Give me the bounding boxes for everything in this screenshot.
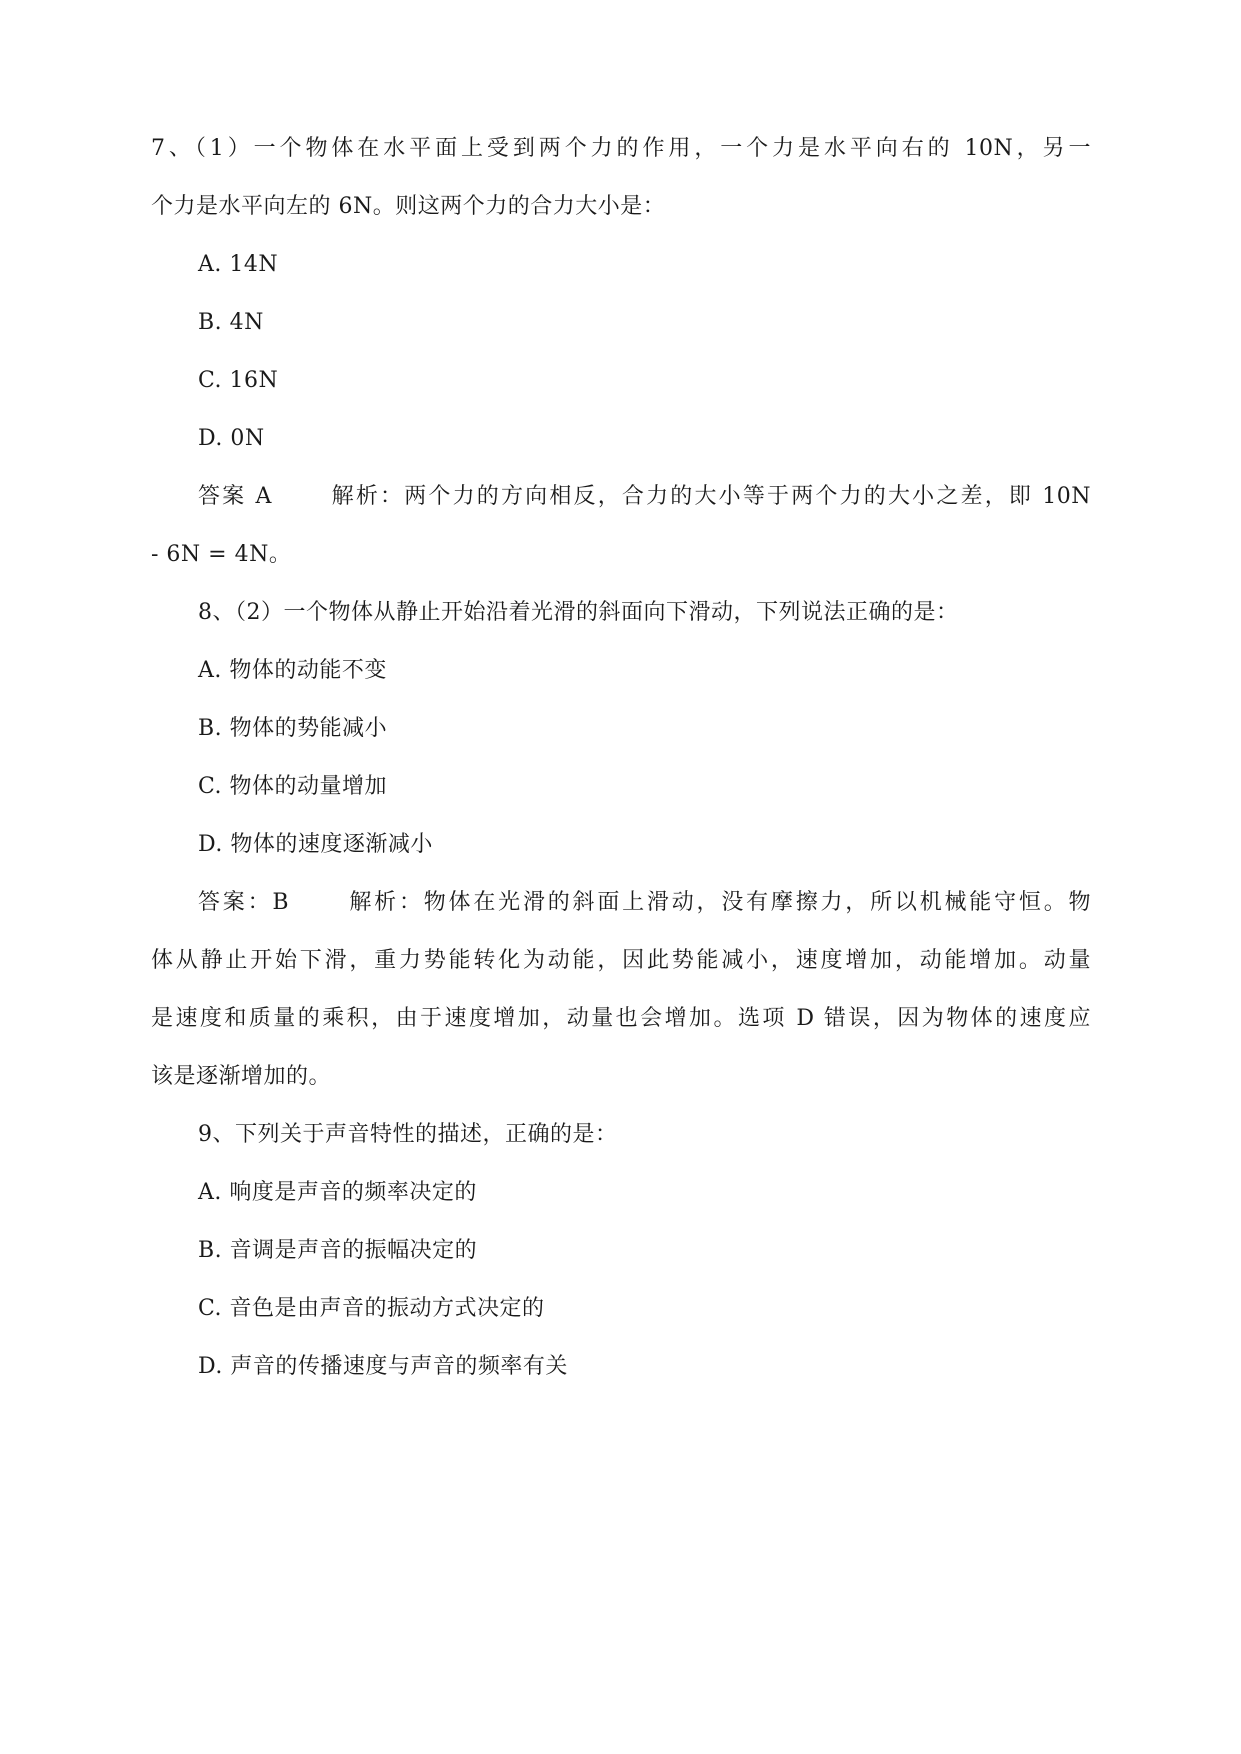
q8-analysis-line-3: 是速度和质量的乘积，由于速度增加，动量也会增加。选项 D 错误，因为物体的速度应 [151, 1006, 1091, 1031]
q7-analysis-line-2: - 6N = 4N。 [151, 542, 292, 567]
q7-option-d: D. 0N [198, 426, 265, 451]
q8-stem-line-1: 8、（2）一个物体从静止开始沿着光滑的斜面向下滑动，下列说法正确的是： [198, 600, 959, 625]
q7-answer: 答案 A [198, 484, 272, 509]
q7-stem-line-2: 个力是水平向左的 6N。则这两个力的合力大小是： [151, 194, 666, 219]
q7-answer-line [198, 482, 1091, 512]
q8-answer: 答案：B [198, 890, 290, 915]
q9-option-a: A. 响度是声音的频率决定的 [198, 1180, 477, 1205]
q8-analysis-line-4: 该是逐渐增加的。 [151, 1064, 332, 1089]
q9-option-c: C. 音色是由声音的振动方式决定的 [198, 1296, 545, 1321]
q7-option-c: C. 16N [198, 368, 279, 393]
q7-analysis-line-1: 解析：两个力的方向相反，合力的大小等于两个力的大小之差，即 10N [329, 484, 1091, 509]
q7-option-a: A. 14N [198, 252, 279, 277]
q8-option-b: B. 物体的势能减小 [198, 716, 388, 741]
q8-option-a: A. 物体的动能不变 [198, 658, 387, 683]
q9-option-d: D. 声音的传播速度与声音的频率有关 [198, 1354, 568, 1379]
q8-option-d: D. 物体的速度逐渐减小 [198, 832, 433, 857]
q9-stem-line-1: 9、下列关于声音特性的描述，正确的是： [198, 1122, 618, 1147]
q8-option-c: C. 物体的动量增加 [198, 774, 388, 799]
q9-option-b: B. 音调是声音的振幅决定的 [198, 1238, 478, 1263]
q7-option-b: B. 4N [198, 310, 264, 335]
q8-answer-line [198, 888, 1091, 918]
q7-stem-line-1: 7、（1）一个物体在水平面上受到两个力的作用，一个力是水平向右的 10N，另一 [151, 136, 1091, 161]
q8-analysis-line-1: 解析：物体在光滑的斜面上滑动，没有摩擦力，所以机械能守恒。物 [347, 890, 1091, 915]
q8-analysis-line-2: 体从静止开始下滑，重力势能转化为动能，因此势能减小，速度增加，动能增加。动量 [151, 948, 1091, 973]
